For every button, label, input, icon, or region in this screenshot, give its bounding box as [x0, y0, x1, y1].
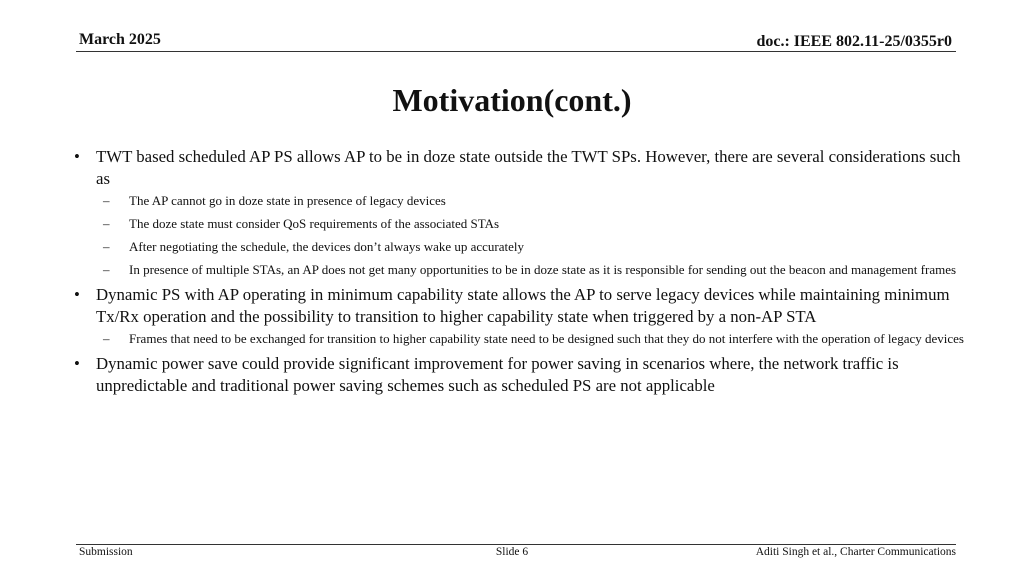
- footer-divider: [76, 544, 956, 545]
- sub-bullet-item: [70, 192, 965, 210]
- header-date: March 2025: [79, 31, 161, 48]
- sub-bullet-list: [70, 330, 965, 348]
- dash-marker: –: [103, 216, 110, 231]
- footer-authors: Aditi Singh et al., Charter Communications: [755, 546, 956, 558]
- sub-bullet-item: [70, 261, 965, 279]
- slide-title: Motivation(cont.): [392, 82, 632, 118]
- bullet-text: TWT based scheduled AP PS allows AP to be in doze state outside the TWT SPs. However, there are several considerations such as: [96, 147, 961, 188]
- dash-marker: –: [103, 239, 110, 254]
- sub-bullet-text: After negotiating the schedule, the devices don’t always wake up accurately: [129, 239, 525, 254]
- sub-bullet-item: [70, 215, 965, 233]
- sub-bullet-text: The AP cannot go in doze state in presence of legacy devices: [129, 193, 446, 208]
- footer-submission: Submission: [79, 546, 133, 558]
- sub-bullet-text: The doze state must consider QoS requirements of the associated STAs: [129, 216, 500, 231]
- bullet-marker: •: [74, 285, 80, 304]
- sub-bullet-text: Frames that need to be exchanged for transition to higher capability state need to be designed such that they do not interfere with the operation of legacy devices: [129, 331, 964, 346]
- bullet-item: [70, 146, 965, 189]
- bullet-text: Dynamic PS with AP operating in minimum capability state allows the AP to serve legacy devices while maintaining minimum Tx/Rx operation and the possibility to transition to higher capability state when triggered by a non-AP STA: [96, 285, 950, 326]
- bullet-item: [70, 353, 965, 396]
- sub-bullet-item: [70, 330, 965, 348]
- sub-bullet-item: [70, 238, 965, 256]
- bullet-marker: •: [74, 354, 80, 373]
- bullet-text: Dynamic power save could provide significant improvement for power saving in scenarios where, the network traffic is unpredictable and traditional power saving schemes such as scheduled PS are not applicable: [96, 354, 899, 395]
- dash-marker: –: [103, 331, 110, 346]
- bullet-marker: •: [74, 147, 80, 166]
- dash-marker: –: [103, 193, 110, 208]
- bullet-item: [70, 284, 965, 327]
- sub-bullet-list: [70, 192, 965, 279]
- header-doc-id: doc.: IEEE 802.11-25/0355r0: [756, 33, 952, 50]
- header-divider: [76, 51, 956, 52]
- footer-slide-number: Slide 6: [495, 546, 529, 558]
- sub-bullet-text: In presence of multiple STAs, an AP does not get many opportunities to be in doze state as it is responsible for sending out the beacon and management frames: [129, 262, 957, 277]
- slide-body: [70, 146, 965, 399]
- dash-marker: –: [103, 262, 110, 277]
